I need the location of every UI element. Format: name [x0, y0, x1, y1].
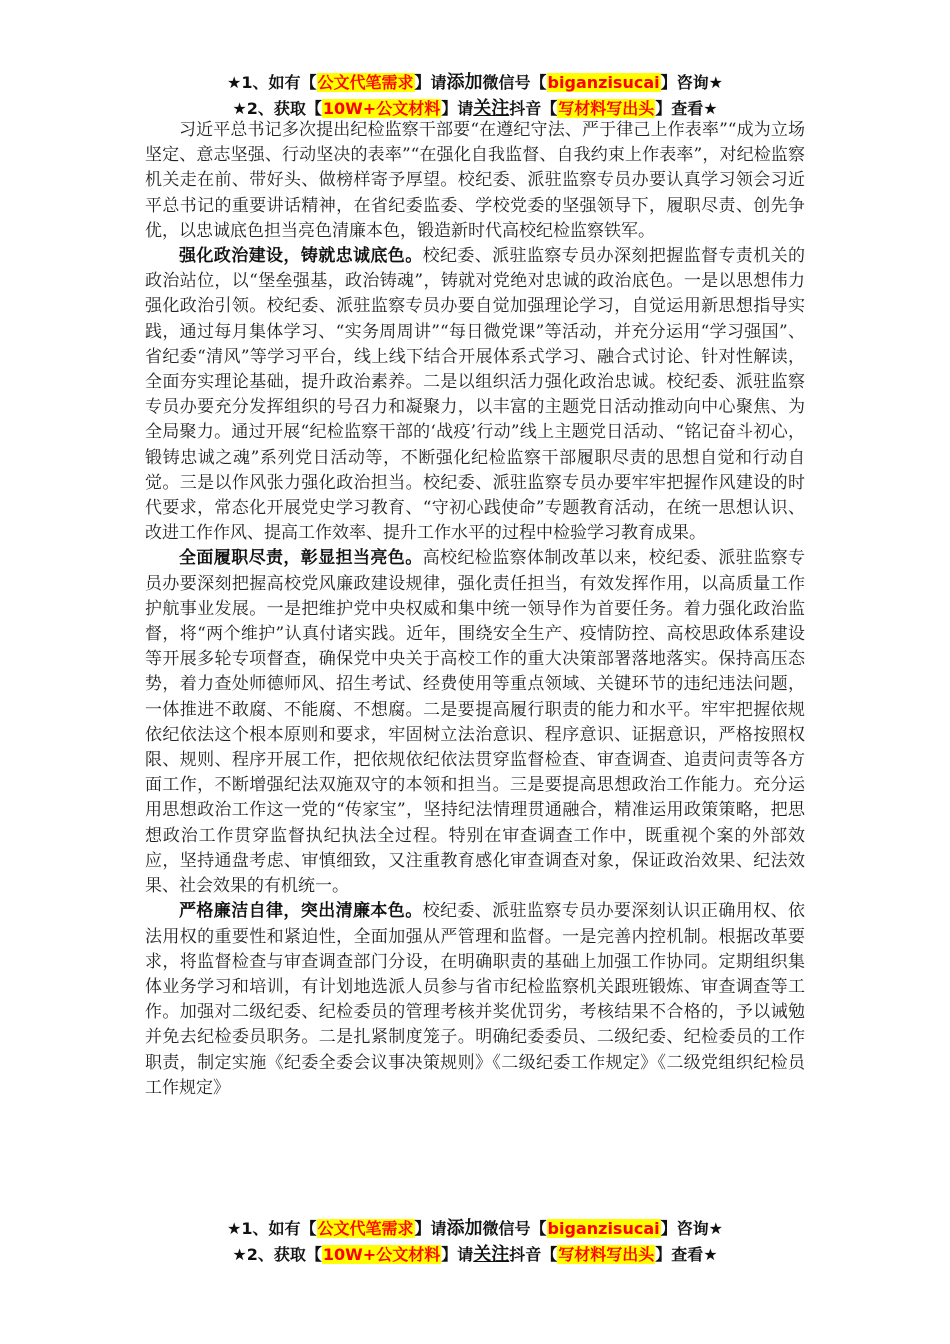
section-heading: 强化政治建设，铸就忠诚底色。	[179, 246, 423, 267]
highlight-text: 10W+公文材料	[322, 99, 441, 118]
section-text: 高校纪检监察体制改革以来，校纪委、派驻监察专员办要深刻把握高校党风廉政建设规律，强化责任担当，有效发挥作用，以高质量工作护航事业发展。一是把维护党中央权威和集中统一领导作为首要任务。着力强化政治监督，将“两个维护”认真付诸实践。近年，围绕安全生产、疫情防控、高校思政体系建设等开展多轮专项督查，确保党中央关于高校工作的重大决策部署落地落实。保持高压态势，着力查处师德师风、招生考试、经费使用等重点领域、关键环节的违纪违法问题，一体推进不敢腐、不能腐、不想腐。二是要提高履行职责的能力和水平。牢牢把握依规依纪依法这个根本原则和要求，牢固树立法治意识、程序意识、证据意识，严格按照权限、规则、程序开展工作，把依规依纪依法贯穿监督检查、审查调查、追责问责等各方面工作，不断增强纪法双施双守的本领和担当。三是要提高思想政治工作能力。充分运用思想政治工作这一党的“传家宝”，坚持纪法情理贯通融合，精准运用政策策略，把思想政治工作贯穿监督执纪执法全过程。特别在审查调查工作中，既重视个案的外部效应，坚持通盘考虑、审慎细致，又注重教育感化审查调查对象，保证政治效果、纪法效果、社会效果的有机统一。	[145, 548, 806, 897]
wechat-id: biganzisucai	[547, 73, 660, 92]
highlight-text: 公文代笔需求	[317, 1219, 414, 1238]
section-heading: 严格廉洁自律，突出清廉本色。	[179, 901, 423, 922]
banner-text: 抖音【	[509, 99, 558, 118]
wechat-id: biganzisucai	[547, 1219, 660, 1238]
section-paragraph-political	[145, 244, 805, 546]
section-text: 校纪委、派驻监察专员办深刻把握监督专责机关的政治站位，以“堡垒强基，政治铸魂”，铸就对党绝对忠诚的政治底色。一是以思想伟力强化政治引领。校纪委、派驻监察专员办要自觉加强理论学习，自觉运用新思想指导实践，通过每月集体学习、“实务周周讲”“每日微党课”等活动，并充分运用“学习强国”、省纪委“清风”等学习平台，线上线下结合开展体系式学习、融合式讨论、针对性解读，全面夯实理论基础，提升政治素养。二是以组织活力强化政治忠诚。校纪委、派驻监察专员办要充分发挥组织的号召力和凝聚力，以丰富的主题党日活动推动向中心聚焦、为全局聚力。通过开展“纪检监察干部的‘战疫’行动”线上主题党日活动、“铭记奋斗初心，锻铸忠诚之魂”系列党日活动等，不断强化纪检监察干部履职尽责的思想自觉和行动自觉。三是以作风张力强化政治担当。校纪委、派驻监察专员办要牢牢把握作风建设的时代要求，常态化开展党史学习教育、“守初心践使命”专题教育活动，在统一思想认识、改进工作作风、提高工作效率、提升工作水平的过程中检验学习教育成果。	[145, 246, 806, 544]
banner-text: 】请	[414, 73, 447, 92]
banner-text: ★1、如有【	[227, 73, 317, 92]
emphasis-text: 关注	[473, 1244, 510, 1265]
section-heading: 全面履职尽责，彰显担当亮色。	[179, 548, 423, 569]
douyin-id: 写材料写出头	[558, 1245, 655, 1264]
douyin-id: 写材料写出头	[558, 99, 655, 118]
banner-text: 微信号【	[482, 1219, 547, 1238]
banner-text: 微信号【	[482, 73, 547, 92]
banner-text: 】咨询★	[660, 73, 723, 92]
intro-paragraph: 习近平总书记多次提出纪检监察干部要“在遵纪守法、严于律己上作表率”“成为立场坚定、意志坚强、行动坚决的表率”“在强化自我监督、自我约束上作表率”，对纪检监察机关走在前、带好头、做榜样寄予厚望。校纪委、派驻监察专员办要认真学习领会习近平总书记的重要讲话精神，在省纪委监委、学校党委的坚强领导下，履职尽责、创先争优，以忠诚底色担当亮色清廉本色，锻造新时代高校纪检监察铁军。	[145, 120, 805, 241]
banner-line-2	[0, 1242, 950, 1268]
emphasis-text: 关注	[473, 98, 510, 119]
banner-text: ★2、获取【	[232, 99, 322, 118]
banner-line-1	[0, 1216, 950, 1242]
top-banner	[0, 70, 950, 122]
banner-line-1	[0, 70, 950, 96]
banner-text: 】咨询★	[660, 1219, 723, 1238]
document-body	[145, 118, 805, 1101]
bottom-banner	[0, 1216, 950, 1268]
banner-text: ★1、如有【	[227, 1219, 317, 1238]
banner-text: 】请	[414, 1219, 447, 1238]
banner-text: 】查看★	[655, 1245, 718, 1264]
section-paragraph-duty	[145, 546, 805, 899]
highlight-text: 10W+公文材料	[322, 1245, 441, 1264]
highlight-text: 公文代笔需求	[317, 73, 414, 92]
banner-text: 】请	[441, 1245, 474, 1264]
banner-text: 】查看★	[655, 99, 718, 118]
banner-text: ★2、获取【	[232, 1245, 322, 1264]
banner-text: 抖音【	[509, 1245, 558, 1264]
emphasis-text: 添加	[446, 1218, 483, 1239]
section-text: 校纪委、派驻监察专员办要深刻认识正确用权、依法用权的重要性和紧迫性，全面加强从严管理和监督。一是完善内控机制。根据改革要求，将监督检查与审查调查部门分设，在明确职责的基础上加强工作协同。定期组织集体业务学习和培训，有计划地选派人员参与省市纪检监察机关跟班锻炼、审查调查等工作。加强对二级纪委、纪检委员的管理考核并奖优罚劣，考核结果不合格的，予以诫勉并免去纪检委员职务。二是扎紧制度笼子。明确纪委委员、二级纪委、纪检委员的工作职责，制定实施《纪委全委会议事决策规则》《二级纪委工作规定》《二级党组织纪检员工作规定》	[145, 901, 806, 1098]
emphasis-text: 添加	[446, 72, 483, 93]
section-paragraph-integrity	[145, 899, 805, 1101]
banner-text: 】请	[441, 99, 474, 118]
